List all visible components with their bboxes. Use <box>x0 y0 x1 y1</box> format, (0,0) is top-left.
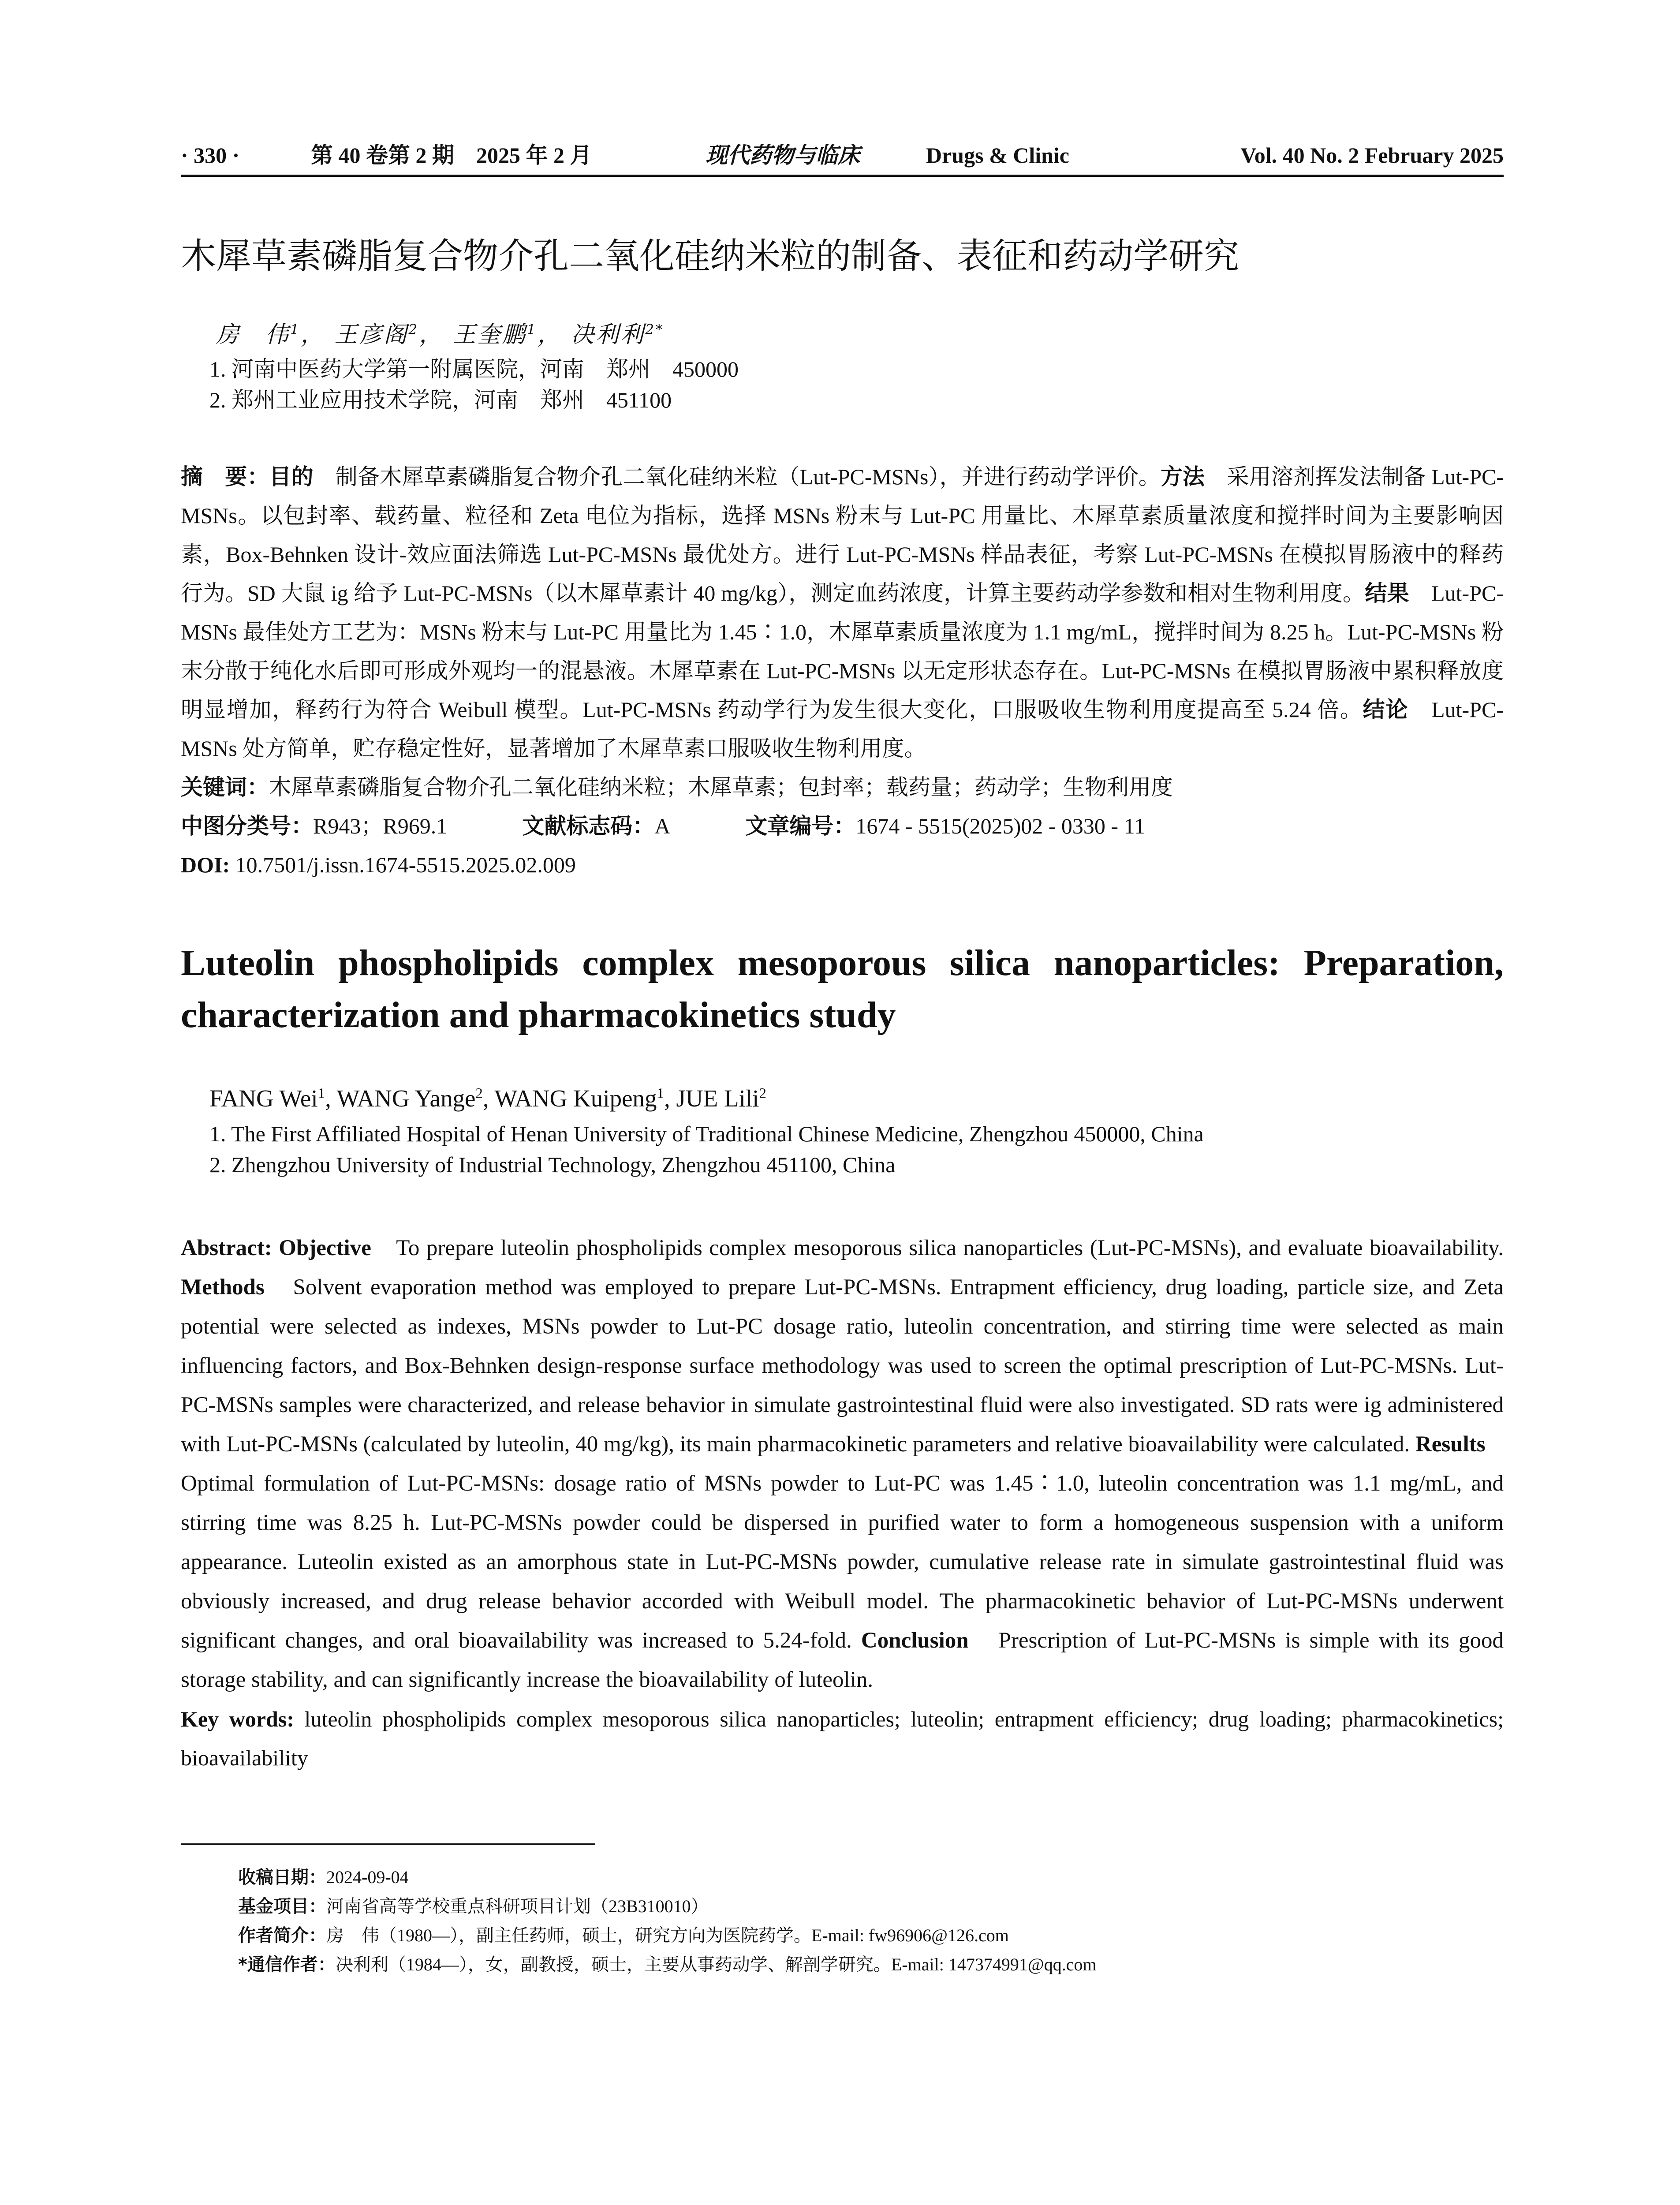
doi-line <box>181 845 1504 884</box>
author-name: 王彦阁 <box>334 321 409 348</box>
author-name: JUE Lili <box>676 1085 759 1112</box>
footnote-label: 收稿日期： <box>238 1867 326 1887</box>
footnotes <box>181 1863 1504 1979</box>
author-affiliation-marker: 1 <box>290 321 301 338</box>
author-affiliation-marker: 2 <box>759 1085 766 1102</box>
author-name: FANG Wei <box>209 1085 318 1112</box>
title-en-line-2: characterization and pharmacokinetics study <box>181 994 896 1035</box>
affiliation-en-1: 1. The First Affiliated Hospital of Henan University of Traditional Chinese Medicine, Zhengzhou 450000, China <box>209 1121 1204 1146</box>
footnote-divider <box>181 1843 595 1845</box>
objective-label: Objective <box>279 1236 371 1260</box>
methods-label: 方法 <box>1160 464 1205 490</box>
author-name: WANG Yange <box>336 1085 476 1112</box>
issue-info-en: Vol. 40 No. 2 February 2025 <box>1240 143 1504 168</box>
footnote-received <box>238 1863 1504 1892</box>
running-header <box>181 132 1504 177</box>
footnote-text: 2024-09-04 <box>326 1867 409 1887</box>
keywords-label: Key words: <box>181 1707 294 1731</box>
article-page <box>181 132 1508 1979</box>
journal-name-cn: 现代药物与临床 <box>706 142 860 168</box>
author-affiliation-marker: 1 <box>657 1085 665 1102</box>
doi-label: DOI: <box>181 852 230 877</box>
conclusion-label: Conclusion <box>861 1628 969 1653</box>
author-affiliation-marker: 2 <box>408 321 419 338</box>
conclusion-label: 结论 <box>1363 697 1409 722</box>
author-name: WANG Kuipeng <box>494 1085 657 1112</box>
title-en-line-1: Luteolin phospholipids complex mesoporous silica nanoparticles: Preparation, <box>181 942 1504 983</box>
objective-text: 制备木犀草素磷脂复合物介孔二氧化硅纳米粒（Lut-PC-MSNs），并进行药动学评价。 <box>313 464 1161 489</box>
conclusion-text: Prescription of Lut-PC-MSNs is simple with its good storage stability, and can significantly increase the bioavailability of luteolin. <box>181 1628 1504 1692</box>
authors-en: FANG Wei$^1$, WANG Yange$^2$, WANG Kuipeng$^1$, JUE Lili$^2$ <box>209 1085 766 1112</box>
affiliation-cn-2: 2. 郑州工业应用技术学院，河南 郑州 451100 <box>209 388 672 412</box>
article-no-value: 1674 - 5515(2025)02 - 0330 - 11 <box>855 814 1145 838</box>
doc-code-label: 文献标志码： <box>522 813 655 839</box>
issue-info-cn: 第 40 卷第 2 期 2025 年 2 月 <box>311 143 592 168</box>
results-text: Lut-PC-MSNs 最佳处方工艺为：MSNs 粉末与 Lut-PC 用量比为 1.45∶1.0，木犀草素质量浓度为 1.1 mg/mL，搅拌时间为 8.25 h。Lut-PC-MSNs 粉末分散于纯化水后即可形成外观均一的混悬液。木犀草素在 Lut-PC-MSNs 以无定形状态存在。Lut-PC-MSNs 在模拟胃肠液中累积释放度明显增加，释药行为符合 Weibull 模型。Lut-PC-MSNs 药动学行为发生很大变化，口服吸收生物利用度提高至 5.24 倍。 <box>181 581 1504 722</box>
affiliation-en-2: 2. Zhengzhou University of Industrial Technology, Zhengzhou 451100, China <box>209 1152 896 1177</box>
methods-text: Solvent evaporation method was employed to prepare Lut-PC-MSNs. Entrapment efficiency, drug loading, particle size, and Zeta potential were selected as indexes, MSNs powder to Lut-PC dosage ratio, luteolin concentration, and stirring time were selected as main influencing factors, and Box-Behnken design-response surface methodology was used to screen the optimal prescription of Lut-PC-MSNs. Lut-PC-MSNs samples were characterized, and release behavior in simulate gastrointestinal fluid were also investigated. SD rats were ig administered with Lut-PC-MSNs (calculated by luteolin, 40 mg/kg), its main pharmacokinetic parameters and relative bioavailability were calculated. <box>181 1275 1504 1457</box>
abstract-en <box>181 1229 1508 1700</box>
article-no-label: 文章编号： <box>745 813 856 839</box>
objective-label: 目的 <box>269 464 314 490</box>
keywords-label: 关键词： <box>181 774 269 800</box>
keywords-text: 木犀草素磷脂复合物介孔二氧化硅纳米粒；木犀草素；包封率；载药量；药动学；生物利用度 <box>269 775 1173 800</box>
doi-link[interactable]: 10.7501/j.issn.1674-5515.2025.02.009 <box>230 852 576 877</box>
results-text: Optimal formulation of Lut-PC-MSNs: dosage ratio of MSNs powder to Lut-PC was 1.45∶1.0, luteolin concentration was 1.1 mg/mL, and stirring time was 8.25 h. Lut-PC-MSNs powder could be dispersed in purified water to form a homogeneous suspension with a uniform appearance. Luteolin existed as an amorphous state in Lut-PC-MSNs powder, cumulative release rate in simulate gastrointestinal fluid was obviously increased, and drug release behavior accorded with Weibull model. The pharmacokinetic behavior of Lut-PC-MSNs underwent significant changes, and oral bioavailability was increased to 5.24-fold. <box>181 1432 1508 1653</box>
footnote-corresponding <box>238 1950 1504 1979</box>
title-cn: 木犀草素磷脂复合物介孔二氧化硅纳米粒的制备、表征和药动学研究 <box>181 235 1239 277</box>
footnote-author-bio <box>238 1921 1504 1950</box>
clc-label: 中图分类号： <box>181 813 313 839</box>
abstract-label: 摘 要： <box>181 464 269 490</box>
author-name: 房 伟 <box>216 321 291 348</box>
author-name: 王奎鹏 <box>452 321 527 348</box>
doc-code-value: A <box>654 814 671 838</box>
clc-value: R943；R969.1 <box>313 814 448 838</box>
keywords-en <box>181 1700 1504 1777</box>
results-label: 结果 <box>1365 580 1409 606</box>
conclusion-text: Lut-PC-MSNs 处方简单，贮存稳定性好，显著增加了木犀草素口服吸收生物利用度。 <box>181 697 1504 761</box>
abstract-cn <box>181 457 1504 768</box>
footnote-label: 基金项目： <box>238 1896 326 1917</box>
footnote-label: 作者简介： <box>238 1925 326 1946</box>
classification-line <box>181 807 1504 845</box>
keywords-cn <box>181 768 1504 807</box>
author-affiliation-marker: 1 <box>526 321 538 338</box>
author-name: 决利利 <box>571 321 646 348</box>
footnote-funding <box>238 1892 1504 1921</box>
journal-name-en: Drugs & Clinic <box>926 143 1069 168</box>
keywords-text: luteolin phospholipids complex mesoporous silica nanoparticles; luteolin; entrapment efficiency; drug loading; pharmacokinetics; bioavailability <box>181 1707 1504 1770</box>
page-number: · 330 · <box>181 143 240 168</box>
title-en <box>181 937 1504 1041</box>
author-affiliation-marker: 1 <box>317 1085 325 1102</box>
authors-cn: 房 伟$^1$， 王彦阁$^2$， 王奎鹏$^1$， 决利利$^{2*}$ <box>216 321 665 348</box>
author-affiliation-marker: 2 <box>475 1085 483 1102</box>
abstract-label: Abstract: <box>181 1236 279 1260</box>
footnote-text: 房 伟（1980—），副主任药师，硕士，研究方向为医院药学。E-mail: fw96906@126.com <box>326 1925 1009 1945</box>
results-label: Results <box>1415 1432 1486 1457</box>
author-affiliation-marker: 2* <box>645 321 665 338</box>
affiliation-cn-1: 1. 河南中医药大学第一附属医院，河南 郑州 450000 <box>209 357 739 381</box>
footnote-text: 决利利（1984—），女，副教授，硕士，主要从事药动学、解剖学研究。E-mail: 147374991@qq.com <box>335 1955 1097 1974</box>
footnote-label: *通信作者： <box>238 1955 336 1975</box>
methods-text: 采用溶剂挥发法制备 Lut-PC-MSNs。以包封率、载药量、粒径和 Zeta 电位为指标，选择 MSNs 粉末与 Lut-PC 用量比、木犀草素质量浓度和搅拌时间为主要影响因素，Box-Behnken 设计-效应面法筛选 Lut-PC-MSNs 最优处方。进行 Lut-PC-MSNs 样品表征，考察 Lut-PC-MSNs 在模拟胃肠液中的释药行为。SD 大鼠 ig 给予 Lut-PC-MSNs（以木犀草素计 40 mg/kg），测定血药浓度，计算主要药动学参数和相对生物利用度。 <box>181 464 1504 605</box>
objective-text: To prepare luteolin phospholipids complex mesoporous silica nanoparticles (Lut-PC-MSNs), and evaluate bioavailability. <box>371 1236 1504 1260</box>
footnote-text: 河南省高等学校重点科研项目计划（23B310010） <box>326 1896 709 1916</box>
methods-label: Methods <box>181 1275 265 1300</box>
